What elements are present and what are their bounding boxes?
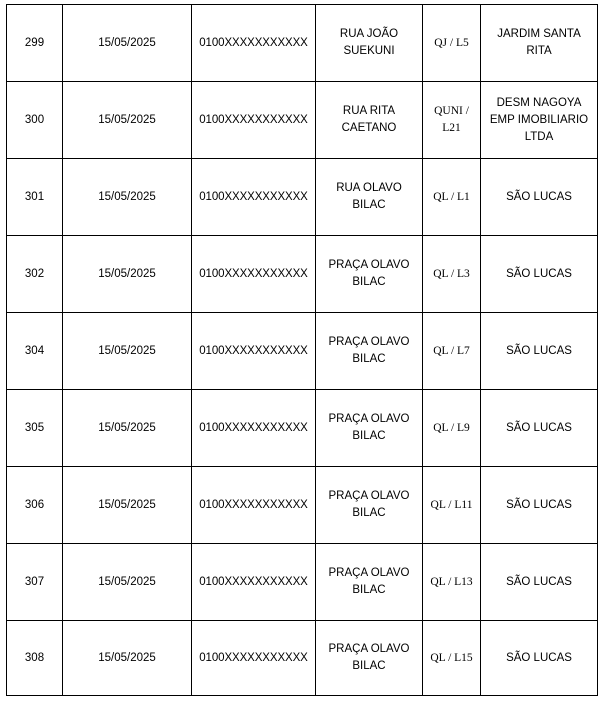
record-number: 299 <box>7 5 63 82</box>
record-district: SÃO LUCAS <box>481 159 598 236</box>
record-code: 0100XXXXXXXXXXX <box>192 621 316 696</box>
table-row <box>7 236 598 313</box>
record-code: 0100XXXXXXXXXXX <box>192 544 316 621</box>
record-street: RUA RITA CAETANO <box>316 82 423 159</box>
record-code: 0100XXXXXXXXXXX <box>192 390 316 467</box>
record-code: 0100XXXXXXXXXXX <box>192 313 316 390</box>
record-date: 15/05/2025 <box>63 544 192 621</box>
record-date: 15/05/2025 <box>63 390 192 467</box>
record-lot: QL / L13 <box>423 544 481 621</box>
record-date: 15/05/2025 <box>63 82 192 159</box>
table-row <box>7 5 598 82</box>
record-lot: QL / L3 <box>423 236 481 313</box>
record-number: 308 <box>7 621 63 696</box>
table-row <box>7 313 598 390</box>
record-number: 300 <box>7 82 63 159</box>
record-lot: QJ / L5 <box>423 5 481 82</box>
record-street: PRAÇA OLAVO BILAC <box>316 621 423 696</box>
record-number: 302 <box>7 236 63 313</box>
table-row <box>7 390 598 467</box>
table-row <box>7 159 598 236</box>
record-number: 304 <box>7 313 63 390</box>
record-lot: QL / L11 <box>423 467 481 544</box>
record-lot: QL / L9 <box>423 390 481 467</box>
record-number: 306 <box>7 467 63 544</box>
record-date: 15/05/2025 <box>63 5 192 82</box>
record-district: SÃO LUCAS <box>481 313 598 390</box>
record-lot: QL / L15 <box>423 621 481 696</box>
record-street: PRAÇA OLAVO BILAC <box>316 236 423 313</box>
record-lot: QL / L1 <box>423 159 481 236</box>
record-street: PRAÇA OLAVO BILAC <box>316 390 423 467</box>
record-street: RUA JOÃO SUEKUNI <box>316 5 423 82</box>
table-row <box>7 621 598 696</box>
records-table <box>6 4 598 696</box>
record-date: 15/05/2025 <box>63 236 192 313</box>
record-date: 15/05/2025 <box>63 467 192 544</box>
record-district: JARDIM SANTA RITA <box>481 5 598 82</box>
record-code: 0100XXXXXXXXXXX <box>192 82 316 159</box>
record-number: 301 <box>7 159 63 236</box>
record-district: DESM NAGOYA EMP IMOBILIARIO LTDA <box>481 82 598 159</box>
record-district: SÃO LUCAS <box>481 544 598 621</box>
record-street: PRAÇA OLAVO BILAC <box>316 467 423 544</box>
record-date: 15/05/2025 <box>63 159 192 236</box>
record-code: 0100XXXXXXXXXXX <box>192 236 316 313</box>
record-code: 0100XXXXXXXXXXX <box>192 5 316 82</box>
record-district: SÃO LUCAS <box>481 467 598 544</box>
record-street: RUA OLAVO BILAC <box>316 159 423 236</box>
record-code: 0100XXXXXXXXXXX <box>192 467 316 544</box>
record-street: PRAÇA OLAVO BILAC <box>316 544 423 621</box>
table-row <box>7 544 598 621</box>
record-street: PRAÇA OLAVO BILAC <box>316 313 423 390</box>
record-district: SÃO LUCAS <box>481 236 598 313</box>
record-district: SÃO LUCAS <box>481 621 598 696</box>
record-number: 307 <box>7 544 63 621</box>
record-code: 0100XXXXXXXXXXX <box>192 159 316 236</box>
record-date: 15/05/2025 <box>63 313 192 390</box>
record-district: SÃO LUCAS <box>481 390 598 467</box>
record-date: 15/05/2025 <box>63 621 192 696</box>
table-row <box>7 82 598 159</box>
record-lot: QL / L7 <box>423 313 481 390</box>
record-lot: QUNI / L21 <box>423 82 481 159</box>
table-row <box>7 467 598 544</box>
record-number: 305 <box>7 390 63 467</box>
